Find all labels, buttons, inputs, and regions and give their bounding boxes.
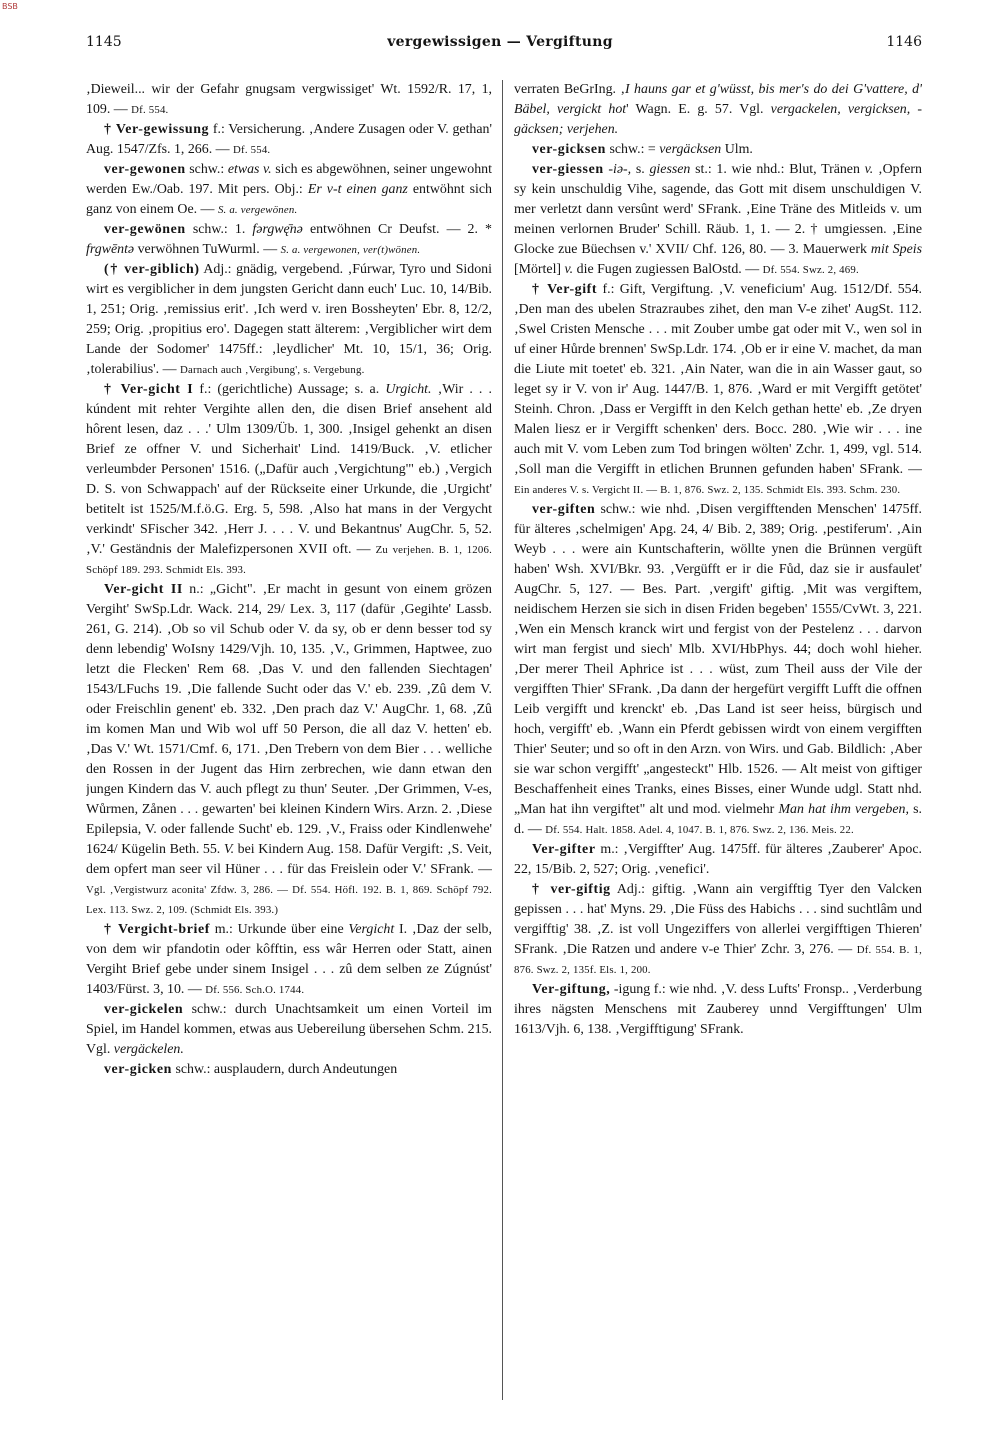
entry-vergewoenen: ver-gewönen schw.: 1. fərgwę̄nə entwöhnen Cr Deufst. — 2. * frgwēntə verwöhnen TuWurml. — S. a. vergewonen, ver(t)wönen. <box>86 222 492 257</box>
headword: † Vergicht-brief <box>104 922 210 937</box>
page-number-left: 1145 <box>86 34 122 50</box>
headword: ver-gewönen <box>104 222 186 237</box>
right-column <box>514 80 922 1413</box>
headword: ver-gicken <box>104 1062 172 1077</box>
left-column <box>86 80 492 1413</box>
headword: † Ver-gewissung <box>104 122 210 137</box>
entry-vergewissigen-cont: ‚Dieweil... wir der Gefahr gnugsam vergwissiget' Wt. 1592/R. 17, 1, 109. — Df. 554. <box>86 82 492 117</box>
entry-vergiften: ver-giften schw.: wie nhd. ‚Disen vergifftenden Menschen' 1475ff. für älteres ‚schelmigen' Apg. 24, 4/ Bib. 2, 389; Orig. ‚pestiferum'. ‚Ain Weyb . . . were ain Kuntschafterin, wöllte ynen die Brünnen vergüft haben' Wsh. XVI/Bkr. 93. ‚Vergüfft er ir die Fůd, daz sie ir ausfaulet' AugChr. 5, 127. — Bes. Part. ‚vergift' giftig. ‚Mit was vergiftem, neidischem Herzen sie sich in disen Friden begeben' 1555/CvWt. 3, 221. ‚Wen ein Mensch kranck wirt und fergist von der Pestelenz . . . darvon wirt man fergist und siech' Mlb. XVI/HbPhys. 44; doch wohl hieher. ‚Der merer Theil Aphrice ist . . . wüst, zum Theil auss der Vile der vergifften Thier' SFrank. ‚Da dann der hergefürt vergifft Lufft die offnen Leib vergifft und krenckt' eb. ‚Das Land ist seer heiss, bürgisch und hoch, vergifft' eb. ‚Wann ein Pferdt gebissen wirdt von einem vergifften Thier' Seuter; und so oft in den Arzn. von Wirs. und Gab. Bildlich: ‚Aber sie war schon vergifft' „angesteckt" Hlb. 1526. — Alt meist von giftiger Beschaffenheit eines Tranks, eines Bisses, einer Wunde udgl. Statt nhd. „Man hat ihn vergiftet" alt und mod. vielmehr Man hat ihm vergeben, s. d. — Df. 554. Halt. 1858. Adel. 4, 1047. B. 1, 876. Swz. 2, 136. Meis. 22. <box>514 502 922 837</box>
entry-vergewonen: ver-gewonen schw.: etwas v. sich es abgewöhnen, seiner ungewohnt werden Ew./Oab. 197. Mit pers. Obj.: Er v-t einen ganz entwöhnt sich ganz von einem Oe. — S. a. vergewönen. <box>86 162 492 217</box>
entry-vergicht-brief: † Vergicht-brief m.: Urkunde über eine Vergicht I. ‚Daz der selb, von dem wir pfandotin oder kôfftin, ess wâr Herren oder Statt, ainen Vergiht Brief gebe under sinem Insigel . . . zû dem selben ze Zúgnúst' 1403/Fürst. 3, 10. — Df. 556. Sch.O. 1744. <box>86 922 492 997</box>
entry-vergicken-cont: verraten BeGrIng. ‚I hauns gar et g'wüsst, bis mer's do dei G'vattere, d' Bäbel, vergickt hot' Wagn. E. g. 57. Vgl. vergackelen, vergicksen, -gäcksen; verjehen. <box>514 82 922 137</box>
entry-vergicht-2: Ver-gicht II n.: „Gicht". ‚Er macht in gesunt von einem grözen Vergiht' SwSp.Ldr. Wack. 214, 29/ Lex. 3, 117 (dafür ‚Gegihte' Lassb. 261, G. 214). ‚Ob so vil Schub oder V. da sy, ob er denn besser tod sy denn lebendig' WoIsny 1429/Vjh. 10, 135. ‚V., Grimmen, Haptwee, zuo letzt die Flecken' Rem 68. ‚Das V. und den fallenden Siechtagen' 1543/LFuchs 19. ‚Die fallende Sucht oder das V.' eb. 239. ‚Zû dem V. oder Freischlin genent' eb. 332. ‚Den prach daz V.' AugChr. 1, 68. ‚Zû im komen Man und Wib wol uff 50 Person, die all daz V. hetten' eb. ‚Das V.' Wt. 1571/Cmf. 6, 171. ‚Den Trebern von dem Bier . . . welliche den Rossen in der Jugent das Hirn zerbrechen, wie dann etwan den jungen Kindern das V. auch pflegt zu thun' Seuter. ‚Der Grimmen, V-es, Wůrmen, Zånen . . . gewarten' bei kleinen Kindern Wirs. Arzn. 2. ‚Diese Epilepsia, V. oder fallende Sucht' eb. 129. ‚V., Fraiss oder Kindlenwehe' 1624/ Kügelin Beth. 55. V. bei Kindern Aug. 158. Dafür Vergift: ‚S. Veit, dem opfert man seer vil Hüner . . . für das Freislein oder V.' SFrank. — Vgl. ‚Vergistwurz aconita' Zfdw. 3, 286. — Df. 554. Höfl. 192. B. 1, 869. Schöpf 792. Lex. 113. Swz. 2, 109. (Schmidt Els. 393.) <box>86 582 492 916</box>
entry-vergewissung: † Ver-gewissung f.: Versicherung. ‚Andere Zusagen oder V. gethan' Aug. 1547/Zfs. 1, 266. — Df. 554. <box>86 122 492 157</box>
entry-vergift: † Ver-gift f.: Gift, Vergiftung. ‚V. veneficium' Aug. 1512/Df. 554. ‚Den man des ubelen Strazraubes zihet, den man V-e zihet' AugSt. 112. ‚Swel Cristen Mensche . . . mit Zouber umbe gat oder mit V., wen sol in uf einer Hůrde brennen' SwSp.Ldr. 174. ‚Ob er ir eine V. machet, da man die Liute mit toetet' eb. 321. ‚Ain Nater, wan die in ain Wasser gaut, so leget sy ir V. von ir' Aug. 1447/B. 1, 876. ‚Ward er mit Vergifft getötet' Steinh. Chron. ‚Dass er Vergifft in den Kelch gethan hette' eb. ‚Ze dryen Malen liesz er ir Vergifft schenken' ders. Bocc. 280. ‚Wie wir . . . ine auch mit V. vom Leben zum Tod bringen wölten' Zchr. 1, 499, vgl. 514. ‚Soll man die Vergifft in etlichen Brunnen gefunden haben' SFrank. — Ein anderes V. s. Vergicht II. — B. 1, 876. Swz. 2, 135. Schmidt Els. 393. Schm. 230. <box>514 282 922 496</box>
running-title: vergewissigen — Vergiftung <box>387 34 613 50</box>
entry-vergicht-1: † Ver-gicht I f.: (gerichtliche) Aussage; s. a. Urgicht. ‚Wir . . . kúndent mit rehter Vergihte allen den, die disen Brief ansehent ald hôrent lesen, daz . . .' Ulm 1309/Üb. 1, 300. ‚Insigel gehenkt an disen Brief ze offner V. und Sicherhait' Lind. 1419/Buck. ‚V. etlicher verleumbder Personen' 1516. („Dafür auch ‚Vergichtung'" eb.) ‚Vergich D. S. von Schwappach' auf der Rückseite einer Urkunde, die ‚Urgicht' betitelt ist 1525/M.f.ö.G. Erg. 5, 598. ‚Also hat mans in der Vergycht verkindt' SFischer 342. ‚Herr J. . . . V. und Bekantnus' AugChr. 5, 52. ‚V.' Geständnis der Malefizpersonen XVII oft. — Zu verjehen. B. 1, 1206. Schöpf 189. 293. Schmidt Els. 393. <box>86 382 492 576</box>
page-header <box>70 34 930 56</box>
headword: ver-gickelen <box>104 1002 184 1017</box>
headword: ver-giften <box>532 502 596 517</box>
headword: † ver-giftig <box>532 882 611 897</box>
corner-stamp: BSB <box>2 2 18 11</box>
entry-vergifter: Ver-gifter m.: ‚Vergiffter' Aug. 1475ff. für älteres ‚Zauberer' Apoc. 22, 15/Bib. 2, 527; Orig. ‚venefici'. <box>514 842 922 877</box>
entry-vergicksen: ver-gicksen schw.: = vergäcksen Ulm. <box>532 142 753 157</box>
entry-vergicken: ver-gicken schw.: ausplaudern, durch Andeutungen <box>104 1062 398 1077</box>
column-divider <box>502 80 503 1400</box>
headword: Ver-gicht II <box>104 582 183 597</box>
headword: Ver-giftung, <box>532 982 611 997</box>
headword: ver-giessen <box>532 162 604 177</box>
headword: † Ver-gicht I <box>104 382 194 397</box>
entry-vergickelen: ver-gickelen schw.: durch Unachtsamkeit um einen Vorteil im Spiel, im Handel kommen, etwas aus Uebereilung übersehen Schm. 215. Vgl. vergäckelen. <box>86 1002 492 1057</box>
headword: ver-gewonen <box>104 162 186 177</box>
headword: † Ver-gift <box>532 282 598 297</box>
headword: († ver-giblich) <box>104 262 200 277</box>
headword: Ver-gifter <box>532 842 596 857</box>
entry-vergiftig: † ver-giftig Adj.: giftig. ‚Wann ain vergifftig Tyer den Valcken gepissen . . . hat' Myns. 29. ‚Die Füss des Habichs . . . sind suchtlâm und vergifftig' 38. ‚Z. ist voll Ungeziffers von allerlei vergifftigen Thieren' SFrank. ‚Die Ratzen und andere v-e Thier' Zchr. 3, 276. — Df. 554. B. 1, 876. Swz. 2, 135f. Els. 1, 200. <box>514 882 922 976</box>
page-number-right: 1146 <box>886 34 922 50</box>
entry-vergiftung: Ver-giftung, -igung f.: wie nhd. ‚V. dess Lufts' Fronsp.. ‚Verderbung ihres nägsten Menschens mit Zauberey unnd Vergifftungen' Ulm 1613/Vjh. 6, 138. ‚Vergifftigung' SFrank. <box>514 982 922 1037</box>
entry-vergiblich: († ver-giblich) Adj.: gnädig, vergebend. ‚Fúrwar, Tyro und Sidoni wirt es vergiblicher in dem jungsten Gericht dann euch' Luc. 10, 14/Bib. 1, 251; Orig. ‚remissius erit'. ‚Ich werd v. iren Bossheyten' Ebr. 8, 12/2, 259; Orig. ‚propitius ero'. Dagegen statt älterem: ‚Vergiblicher wirt dem Lande der Sodomer' 1475ff.: ‚leydlicher' Mt. 10, 15/1, 36; Orig. ‚tolerabilius'. — Darnach auch ‚Vergibung', s. Vergebung. <box>86 262 492 377</box>
headword: ver-gicksen <box>532 142 606 157</box>
entry-vergiessen: ver-giessen -iə-, s. giessen st.: 1. wie nhd.: Blut, Tränen v. ‚Opfern sy kein unschuldig Vihe, sagende, das Gott mit disem unschuldigen V. mer verletzt dann versûnt werd' SFrank. ‚Eine Träne des Mitleids v. um meinen verlornen Bruder' Schill. Räub. 1, 1. — 2. † umgiessen. ‚Eine Glocke zue Büechsen v.' XVII/ Chf. 126, 80. — 3. Mauerwerk mit Speis [Mörtel] v. die Fugen zugiessen BalOstd. — Df. 554. Swz. 2, 469. <box>514 162 922 277</box>
